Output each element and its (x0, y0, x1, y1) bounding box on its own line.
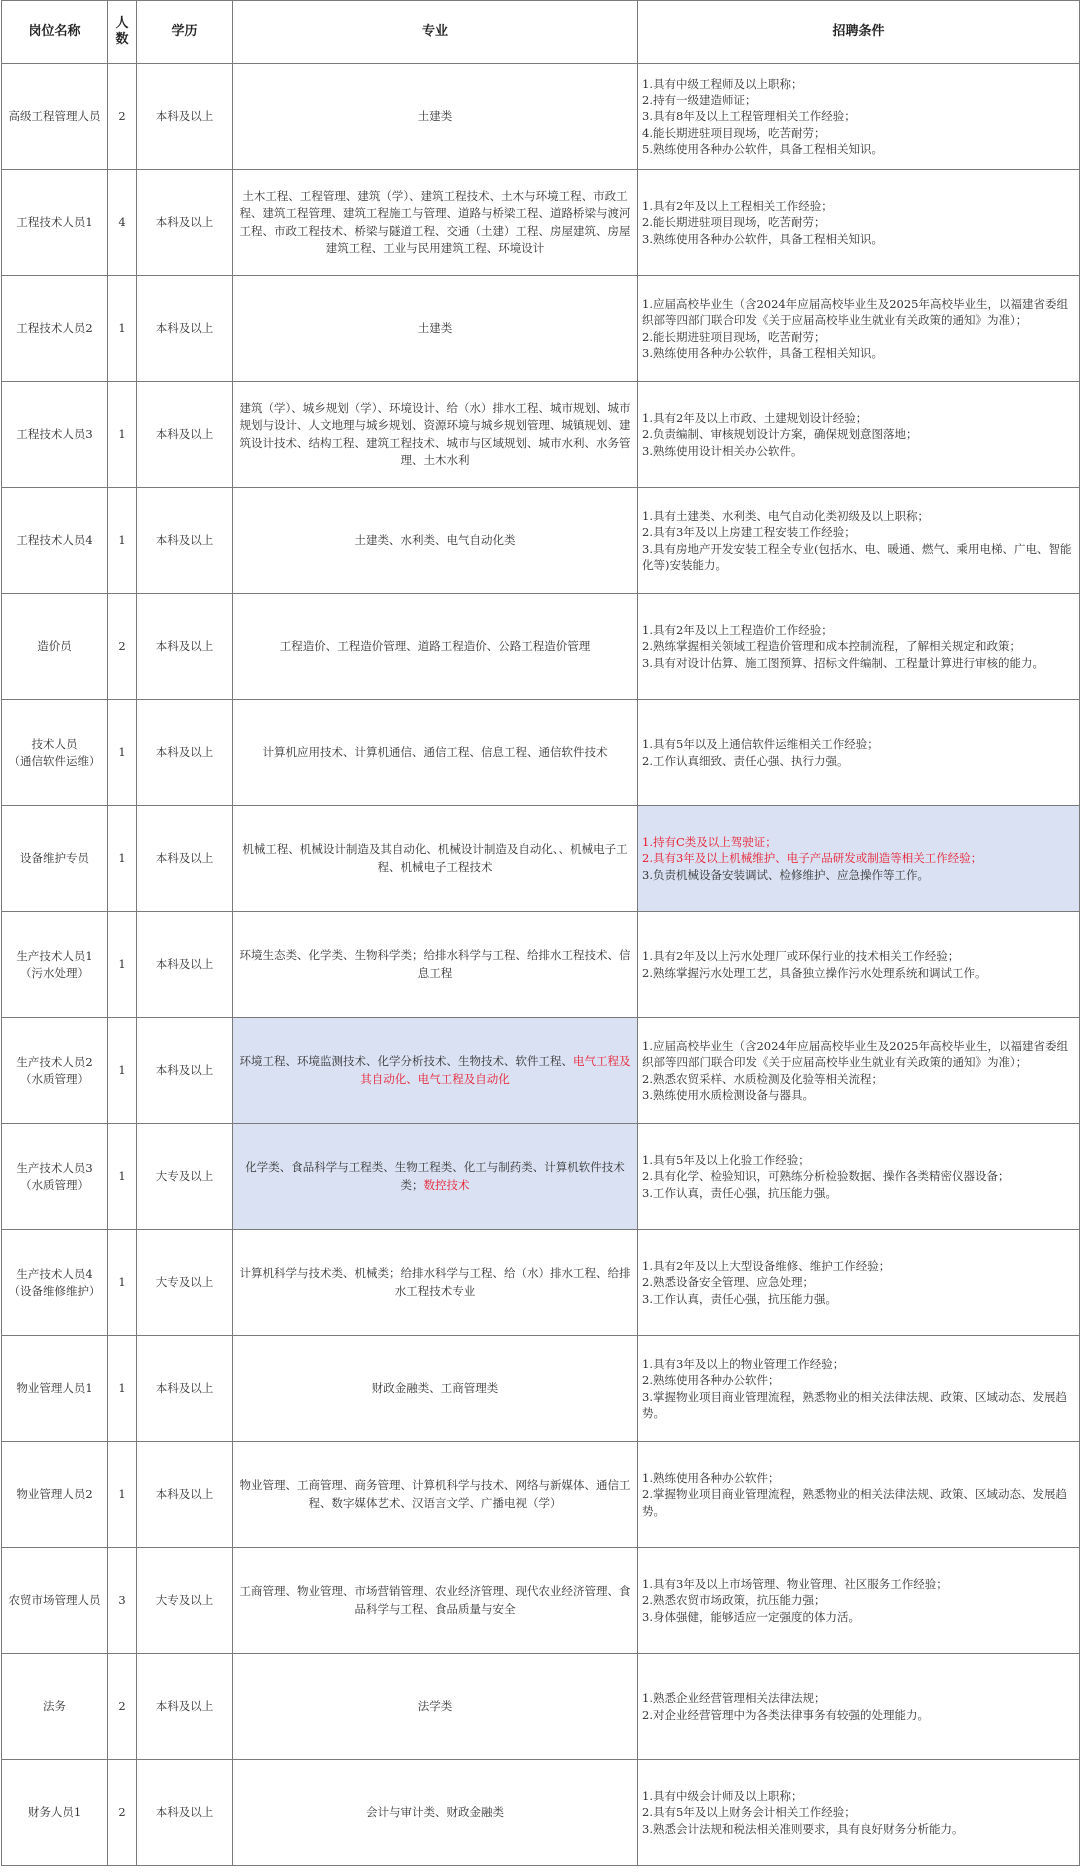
requirements-cell (638, 1230, 1080, 1336)
education-cell (137, 382, 233, 488)
requirement-line: 1.持有C类及以上驾驶证； (642, 835, 777, 850)
education: 本科及以上 (155, 427, 214, 442)
headcount-cell (108, 1336, 137, 1442)
requirement-line: 3.熟练使用各种办公软件，具备工程相关知识。 (642, 345, 883, 360)
requirement-line: 2.工作认真细致、责任心强、执行力强。 (642, 753, 849, 768)
position-name-cell (2, 806, 108, 912)
major-text: 工程造价、工程造价管理、道路工程造价、公路工程造价管理 (279, 638, 591, 653)
table-row (2, 1442, 1080, 1548)
requirement-line: 1.熟悉企业经营管理相关法律法规； (642, 1691, 826, 1706)
requirement-line: 2.熟悉农贸采样、水质检测及化验等相关流程； (642, 1071, 883, 1086)
header-education: 学历 (137, 1, 233, 64)
requirement-line: 5.熟练使用各种办公软件，具备工程相关知识。 (642, 141, 883, 156)
requirements-cell (638, 488, 1080, 594)
major-text: 物业管理、工商管理、商务管理、计算机科学与技术、网络与新媒体、通信工程、数字媒体艺术、汉语言文学、广播电视（学） (239, 1478, 631, 1510)
header-major: 专业 (233, 1, 638, 64)
position-name-cell (2, 1548, 108, 1654)
education-cell (137, 1654, 233, 1760)
major-cell (233, 488, 638, 594)
headcount-cell (108, 64, 137, 170)
requirements-cell (638, 700, 1080, 806)
education-cell (137, 488, 233, 594)
major-cell (233, 1760, 638, 1866)
position-name: 生产技术人员3 (16, 1160, 93, 1175)
major-cell (233, 1548, 638, 1654)
header-requirements: 招聘条件 (638, 1, 1080, 64)
table-row (2, 488, 1080, 594)
education-cell (137, 1124, 233, 1230)
education-cell (137, 170, 233, 276)
major-text: 会计与审计类、财政金融类 (366, 1804, 504, 1819)
major-cell (233, 1336, 638, 1442)
major-cell (233, 1018, 638, 1124)
requirement-line: 3.掌握物业项目商业管理流程，熟悉物业的相关法律法规、政策、区域动态、发展趋势。 (642, 1389, 1067, 1420)
major-text: 财政金融类、工商管理类 (371, 1380, 499, 1395)
requirement-line: 2.能长期进驻项目现场，吃苦耐劳； (642, 215, 826, 230)
requirement-line: 3.工作认真，责任心强，抗压能力强。 (642, 1185, 837, 1200)
education: 本科及以上 (155, 1699, 214, 1714)
requirement-line: 3.工作认真，责任心强，抗压能力强。 (642, 1291, 837, 1306)
requirements-cell (638, 1124, 1080, 1230)
education: 大专及以上 (155, 1275, 214, 1290)
requirement-line: 1.具有3年及以上的物业管理工作经验； (642, 1357, 845, 1372)
position-name: 工程技术人员3 (16, 427, 93, 442)
headcount-cell (108, 594, 137, 700)
requirement-line: 2.具有5年及以上财务会计相关工作经验； (642, 1805, 856, 1820)
requirement-line: 1.具有3年及以上市场管理、物业管理、社区服务工作经验； (642, 1577, 948, 1592)
education-cell (137, 276, 233, 382)
major-text: 建筑（学）、城乡规划（学）、环境设计、给（水）排水工程、城市规划、城市规划与设计、人文地理与城乡规划、资源环境与城乡规划管理、城镇规划、建筑设计技术、结构工程、建筑工程技术、城市与区域规划、城市水利、水务管理、土木水利 (239, 401, 631, 467)
requirements-cell (638, 1548, 1080, 1654)
requirement-line: 1.具有5年及以上化验工作经验； (642, 1153, 810, 1168)
education-cell (137, 1336, 233, 1442)
position-name-cell (2, 1336, 108, 1442)
requirement-line: 3.负责机械设备安装调试、检修维护、应急操作等工作。 (642, 867, 929, 882)
position-name-cell (2, 912, 108, 1018)
requirement-line: 3.熟悉会计法规和税法相关准则要求，具有良好财务分析能力。 (642, 1821, 964, 1836)
requirement-line: 1.具有2年及以上大型设备维修、维护工作经验； (642, 1259, 891, 1274)
position-name: 物业管理人员1 (16, 1381, 93, 1396)
position-name-cell (2, 1018, 108, 1124)
requirement-line: 1.熟练使用各种办公软件； (642, 1471, 780, 1486)
requirement-line: 1.具有5年以及上通信软件运维相关工作经验； (642, 737, 879, 752)
requirement-line: 2.熟练使用各种办公软件； (642, 1373, 780, 1388)
headcount-cell (108, 1230, 137, 1336)
table-row (2, 170, 1080, 276)
education: 本科及以上 (155, 215, 214, 230)
headcount-cell (108, 1442, 137, 1548)
headcount: 2 (118, 639, 126, 654)
requirement-line: 2.持有一级建造师证； (642, 93, 757, 108)
headcount: 4 (118, 215, 126, 230)
position-name: 农贸市场管理人员 (8, 1593, 101, 1608)
position-name: 工程技术人员2 (16, 321, 93, 336)
education-cell (137, 806, 233, 912)
table-row (2, 700, 1080, 806)
education: 本科及以上 (155, 851, 214, 866)
table-row (2, 594, 1080, 700)
table-row (2, 806, 1080, 912)
major-text: 土建类、水利类、电气自动化类 (354, 532, 516, 547)
requirement-line: 3.具有对设计估算、施工图预算、招标文件编制、工程量计算进行审核的能力。 (642, 655, 1044, 670)
education: 本科及以上 (155, 533, 214, 548)
position-name-cell (2, 594, 108, 700)
position-name: 工程技术人员4 (16, 533, 93, 548)
major-cell (233, 1654, 638, 1760)
headcount: 1 (118, 745, 126, 760)
education: 本科及以上 (155, 109, 214, 124)
major-text: 工商管理、物业管理、市场营销管理、农业经济管理、现代农业经济管理、食品科学与工程、食品质量与安全 (239, 1584, 631, 1616)
requirement-line: 1.具有2年及以上工程相关工作经验； (642, 199, 833, 214)
headcount: 1 (118, 1487, 126, 1502)
table-row (2, 1124, 1080, 1230)
education-cell (137, 1442, 233, 1548)
position-name-cell (2, 1230, 108, 1336)
requirement-line: 2.熟练掌握污水处理工艺，具备独立操作污水处理系统和调试工作。 (642, 965, 987, 980)
major-cell (233, 1230, 638, 1336)
requirements-cell (638, 382, 1080, 488)
requirements-cell (638, 170, 1080, 276)
headcount: 1 (118, 851, 126, 866)
major-text: 土建类 (417, 108, 453, 123)
header-headcount (108, 1, 137, 64)
major-text: 电气工程及其自动化、电气工程及自动化 (360, 1054, 631, 1086)
position-name: 工程技术人员1 (16, 215, 93, 230)
headcount-cell (108, 276, 137, 382)
header-row (2, 1, 1080, 64)
header-position-name: 岗位名称 (2, 1, 108, 64)
requirement-line: 1.具有土建类、水利类、电气自动化类初级及以上职称； (642, 509, 929, 524)
recruitment-table (1, 0, 1080, 1866)
position-name: 造价员 (37, 639, 72, 654)
education-cell (137, 1548, 233, 1654)
position-name: 物业管理人员2 (16, 1487, 93, 1502)
requirements-cell (638, 1442, 1080, 1548)
headcount: 2 (118, 1805, 126, 1820)
position-name: （水质管理） (20, 1177, 89, 1192)
headcount: 1 (118, 1063, 126, 1078)
headcount: 1 (118, 427, 126, 442)
position-name: 技术人员 (31, 736, 78, 751)
requirement-line: 3.熟练使用水质检测设备与器具。 (642, 1087, 814, 1102)
requirement-line: 2.熟练掌握相关领域工程造价管理和成本控制流程，了解相关规定和政策； (642, 639, 1021, 654)
table-row (2, 1018, 1080, 1124)
requirements-cell (638, 1654, 1080, 1760)
requirement-line: 3.熟练使用设计相关办公软件。 (642, 443, 803, 458)
requirement-line: 1.具有2年及以上市政、土建规划设计经验； (642, 411, 868, 426)
position-name: （通信软件运维） (8, 753, 101, 768)
headcount: 1 (118, 1381, 126, 1396)
headcount: 2 (118, 109, 126, 124)
position-name-cell (2, 276, 108, 382)
requirement-line: 2.具有3年及以上房建工程安装工作经验； (642, 525, 856, 540)
requirement-line: 2.熟悉农贸市场政策，抗压能力强； (642, 1593, 826, 1608)
headcount: 1 (118, 321, 126, 336)
education: 大专及以上 (155, 1593, 214, 1608)
position-name: 生产技术人员4 (16, 1266, 93, 1281)
requirement-line: 2.能长期进驻项目现场，吃苦耐劳； (642, 329, 826, 344)
header-headcount-label: 人数 (115, 15, 129, 47)
education: 本科及以上 (155, 639, 214, 654)
headcount-cell (108, 1654, 137, 1760)
requirement-line: 2.熟悉设备安全管理、应急处理； (642, 1275, 814, 1290)
table-row (2, 912, 1080, 1018)
education: 本科及以上 (155, 1381, 214, 1396)
requirement-line: 1.应届高校毕业生（含2024年应届高校毕业生及2025年高校毕业生，以福建省委组织部等四部门联合印发《关于应届高校毕业生就业有关政策的通知》为准）； (642, 1039, 1069, 1070)
position-name-cell (2, 64, 108, 170)
requirements-cell (638, 276, 1080, 382)
requirement-line: 1.具有2年及以上污水处理厂或环保行业的技术相关工作经验； (642, 949, 960, 964)
major-cell (233, 912, 638, 1018)
education: 本科及以上 (155, 1487, 214, 1502)
headcount-cell (108, 1018, 137, 1124)
requirement-line: 3.具有8年及以上工程管理相关工作经验； (642, 109, 856, 124)
headcount: 3 (118, 1593, 126, 1608)
education: 本科及以上 (155, 957, 214, 972)
headcount-cell (108, 382, 137, 488)
position-name: 设备维护专员 (20, 851, 89, 866)
requirements-cell (638, 1336, 1080, 1442)
table-row (2, 1760, 1080, 1866)
headcount-cell (108, 700, 137, 806)
position-name-cell (2, 1654, 108, 1760)
major-text: 环境工程、环境监测技术、化学分析技术、生物技术、软件工程、 (239, 1054, 573, 1069)
requirement-line: 1.具有中级会计师及以上职称； (642, 1789, 803, 1804)
requirement-line: 2.具有化学、检验知识，可熟练分析检验数据、操作各类精密仪器设备； (642, 1169, 1010, 1184)
position-name-cell (2, 700, 108, 806)
major-cell (233, 594, 638, 700)
headcount: 1 (118, 1275, 126, 1290)
major-cell (233, 1124, 638, 1230)
position-name: 生产技术人员1 (16, 948, 93, 963)
position-name-cell (2, 170, 108, 276)
requirement-line: 1.应届高校毕业生（含2024年应届高校毕业生及2025年高校毕业生，以福建省委组织部等四部门联合印发《关于应届高校毕业生就业有关政策的通知》为准）； (642, 297, 1069, 328)
position-name: 生产技术人员2 (16, 1054, 93, 1069)
education: 本科及以上 (155, 1805, 214, 1820)
education-cell (137, 700, 233, 806)
requirement-line: 2.掌握物业项目商业管理流程，熟悉物业的相关法律法规、政策、区域动态、发展趋势。 (642, 1487, 1067, 1518)
major-text: 土建类 (417, 320, 453, 335)
position-name-cell (2, 1124, 108, 1230)
major-text: 土木工程、工程管理、建筑（学）、建筑工程技术、土木与环境工程、市政工程、建筑工程管理、建筑工程施工与管理、道路与桥梁工程、道路桥梁与渡河工程、市政工程技术、桥梁与隧道工程、交通（土建）工程、房屋建筑、房屋建筑工程、工业与民用建筑工程、环境设计 (239, 189, 631, 255)
position-name-cell (2, 1442, 108, 1548)
table-row (2, 1336, 1080, 1442)
major-text: 机械工程、机械设计制造及其自动化、机械设计制造及自动化、、机械电子工程、机械电子工程技术 (242, 842, 628, 874)
position-name: 高级工程管理人员 (8, 109, 101, 124)
requirement-line: 2.负责编制、审核规划设计方案，确保规划意图落地； (642, 427, 918, 442)
table-row (2, 64, 1080, 170)
major-text: 环境生态类、化学类、生物科学类；给排水科学与工程、给排水工程技术、信息工程 (239, 948, 631, 980)
requirements-cell (638, 1018, 1080, 1124)
education-cell (137, 594, 233, 700)
position-name: 法务 (43, 1699, 66, 1714)
education: 本科及以上 (155, 1063, 214, 1078)
requirement-line: 3.熟练使用各种办公软件，具备工程相关知识。 (642, 231, 883, 246)
education: 本科及以上 (155, 745, 214, 760)
major-cell (233, 382, 638, 488)
requirement-line: 2.具有3年及以上机械维护、电子产品研发或制造等相关工作经验； (642, 851, 983, 866)
education-cell (137, 1018, 233, 1124)
requirement-line: 1.具有2年及以上工程造价工作经验； (642, 623, 833, 638)
requirement-line: 2.对企业经营管理中为各类法律事务有较强的处理能力。 (642, 1707, 929, 1722)
headcount: 1 (118, 957, 126, 972)
major-text: 计算机科学与技术类、机械类；给排水科学与工程、给（水）排水工程、给排水工程技术专业 (239, 1266, 631, 1298)
requirement-line: 3.具有房地产开发安装工程全专业(包括水、电、暖通、燃气、乘用电梯、广电、智能化等)安装能力。 (642, 541, 1072, 572)
requirement-line: 4.能长期进驻项目现场，吃苦耐劳； (642, 125, 826, 140)
major-cell (233, 64, 638, 170)
table-row (2, 1548, 1080, 1654)
major-cell (233, 276, 638, 382)
position-name: （设备维修维护） (8, 1283, 101, 1298)
requirements-cell (638, 64, 1080, 170)
headcount: 1 (118, 1169, 126, 1184)
education: 本科及以上 (155, 321, 214, 336)
major-text: 法学类 (417, 1698, 453, 1713)
headcount: 2 (118, 1699, 126, 1714)
requirements-cell (638, 912, 1080, 1018)
table-row (2, 1230, 1080, 1336)
major-cell (233, 806, 638, 912)
major-cell (233, 700, 638, 806)
requirement-line: 3.身体强健，能够适应一定强度的体力活。 (642, 1609, 860, 1624)
position-name-cell (2, 1760, 108, 1866)
position-name-cell (2, 488, 108, 594)
headcount-cell (108, 806, 137, 912)
position-name: （水质管理） (20, 1071, 89, 1086)
requirements-cell (638, 594, 1080, 700)
headcount-cell (108, 170, 137, 276)
position-name: （污水处理） (20, 965, 89, 980)
headcount: 1 (118, 533, 126, 548)
table-row (2, 382, 1080, 488)
major-cell (233, 170, 638, 276)
education-cell (137, 1230, 233, 1336)
position-name-cell (2, 382, 108, 488)
headcount-cell (108, 912, 137, 1018)
education-cell (137, 64, 233, 170)
headcount-cell (108, 1124, 137, 1230)
table-row (2, 1654, 1080, 1760)
major-text: 计算机应用技术、计算机通信、通信工程、信息工程、通信软件技术 (262, 744, 608, 759)
requirement-line: 1.具有中级工程师及以上职称； (642, 77, 803, 92)
position-name: 财务人员1 (27, 1805, 82, 1820)
headcount-cell (108, 488, 137, 594)
table-row (2, 276, 1080, 382)
headcount-cell (108, 1760, 137, 1866)
major-cell (233, 1442, 638, 1548)
education: 大专及以上 (155, 1169, 214, 1184)
headcount-cell (108, 1548, 137, 1654)
education-cell (137, 912, 233, 1018)
requirements-cell (638, 1760, 1080, 1866)
major-text: 化学类、食品科学与工程类、生物工程类、化工与制药类、计算机软件技术类； (245, 1160, 625, 1192)
education-cell (137, 1760, 233, 1866)
requirements-cell (638, 806, 1080, 912)
major-text: 数控技术 (423, 1177, 470, 1192)
